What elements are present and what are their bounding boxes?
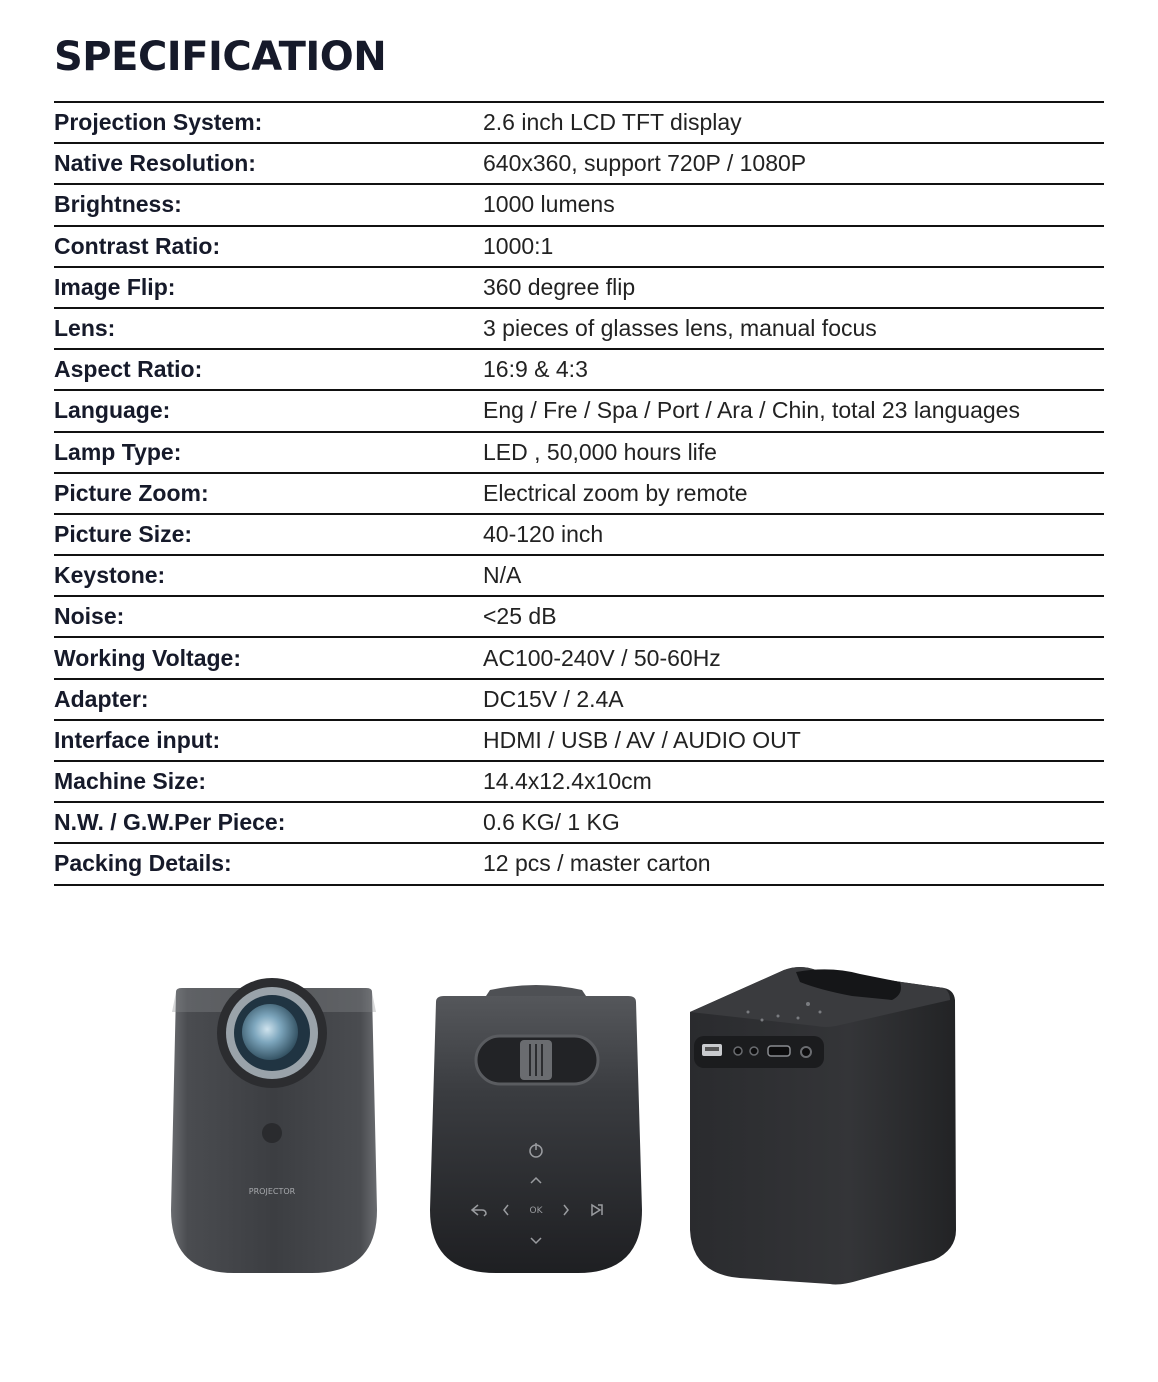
spec-value: 1000:1 <box>483 226 1104 267</box>
table-row <box>54 720 1104 761</box>
spec-label: Picture Size: <box>54 514 483 555</box>
spec-value: 14.4x12.4x10cm <box>483 761 1104 802</box>
table-row <box>54 596 1104 637</box>
table-row <box>54 308 1104 349</box>
spec-label: Packing Details: <box>54 843 483 884</box>
spec-label: Lamp Type: <box>54 432 483 473</box>
spec-label: Language: <box>54 390 483 431</box>
spec-value: 1000 lumens <box>483 184 1104 225</box>
av-port[interactable] <box>734 1047 742 1055</box>
table-row <box>54 473 1104 514</box>
spec-value: 2.6 inch LCD TFT display <box>483 102 1104 143</box>
front-label: PROJECTOR <box>248 1187 296 1196</box>
projector-side-view <box>690 967 956 1285</box>
spec-value: 12 pcs / master carton <box>483 843 1104 884</box>
table-row <box>54 226 1104 267</box>
spec-value: <25 dB <box>483 596 1104 637</box>
table-row <box>54 390 1104 431</box>
table-row <box>54 184 1104 225</box>
spec-label: Contrast Ratio: <box>54 226 483 267</box>
spec-value: N/A <box>483 555 1104 596</box>
spec-label: Lens: <box>54 308 483 349</box>
spec-label: N.W. / G.W.Per Piece: <box>54 802 483 843</box>
dc-power-port[interactable] <box>801 1047 811 1057</box>
spec-table <box>54 101 1104 886</box>
table-row <box>54 432 1104 473</box>
spec-label: Projection System: <box>54 102 483 143</box>
spec-value: 3 pieces of glasses lens, manual focus <box>483 308 1104 349</box>
table-row <box>54 843 1104 884</box>
hdmi-port[interactable] <box>768 1046 790 1056</box>
spec-value: Electrical zoom by remote <box>483 473 1104 514</box>
ok-button[interactable]: OK <box>529 1206 543 1216</box>
spec-label: Aspect Ratio: <box>54 349 483 390</box>
spec-label: Adapter: <box>54 679 483 720</box>
spec-value: 0.6 KG/ 1 KG <box>483 802 1104 843</box>
spec-label: Image Flip: <box>54 267 483 308</box>
table-row <box>54 514 1104 555</box>
lens-glass <box>242 1004 298 1060</box>
spec-value: 360 degree flip <box>483 267 1104 308</box>
projector-back-view <box>430 985 642 1273</box>
table-row <box>54 802 1104 843</box>
spec-table-body <box>54 102 1104 885</box>
spec-label: Working Voltage: <box>54 637 483 678</box>
table-row <box>54 555 1104 596</box>
table-row <box>54 349 1104 390</box>
projector-front-view <box>171 978 377 1273</box>
spec-value: DC15V / 2.4A <box>483 679 1104 720</box>
table-row <box>54 267 1104 308</box>
spec-value: LED , 50,000 hours life <box>483 432 1104 473</box>
spec-label: Interface input: <box>54 720 483 761</box>
spec-value: Eng / Fre / Spa / Port / Ara / Chin, total 23 languages <box>483 390 1104 431</box>
page-title: SPECIFICATION <box>54 34 387 80</box>
spec-value: 16:9 & 4:3 <box>483 349 1104 390</box>
spec-label: Brightness: <box>54 184 483 225</box>
spec-label: Noise: <box>54 596 483 637</box>
spec-label: Picture Zoom: <box>54 473 483 514</box>
table-row <box>54 637 1104 678</box>
audio-out-port[interactable] <box>750 1047 758 1055</box>
table-row <box>54 143 1104 184</box>
spec-label: Keystone: <box>54 555 483 596</box>
table-row <box>54 761 1104 802</box>
table-row <box>54 679 1104 720</box>
spec-value: 640x360, support 720P / 1080P <box>483 143 1104 184</box>
table-row <box>54 102 1104 143</box>
spec-value: HDMI / USB / AV / AUDIO OUT <box>483 720 1104 761</box>
spec-label: Native Resolution: <box>54 143 483 184</box>
spec-value: AC100-240V / 50-60Hz <box>483 637 1104 678</box>
spec-label: Machine Size: <box>54 761 483 802</box>
sensor-dot <box>262 1123 282 1143</box>
product-photos <box>0 960 1158 1300</box>
spec-value: 40-120 inch <box>483 514 1104 555</box>
